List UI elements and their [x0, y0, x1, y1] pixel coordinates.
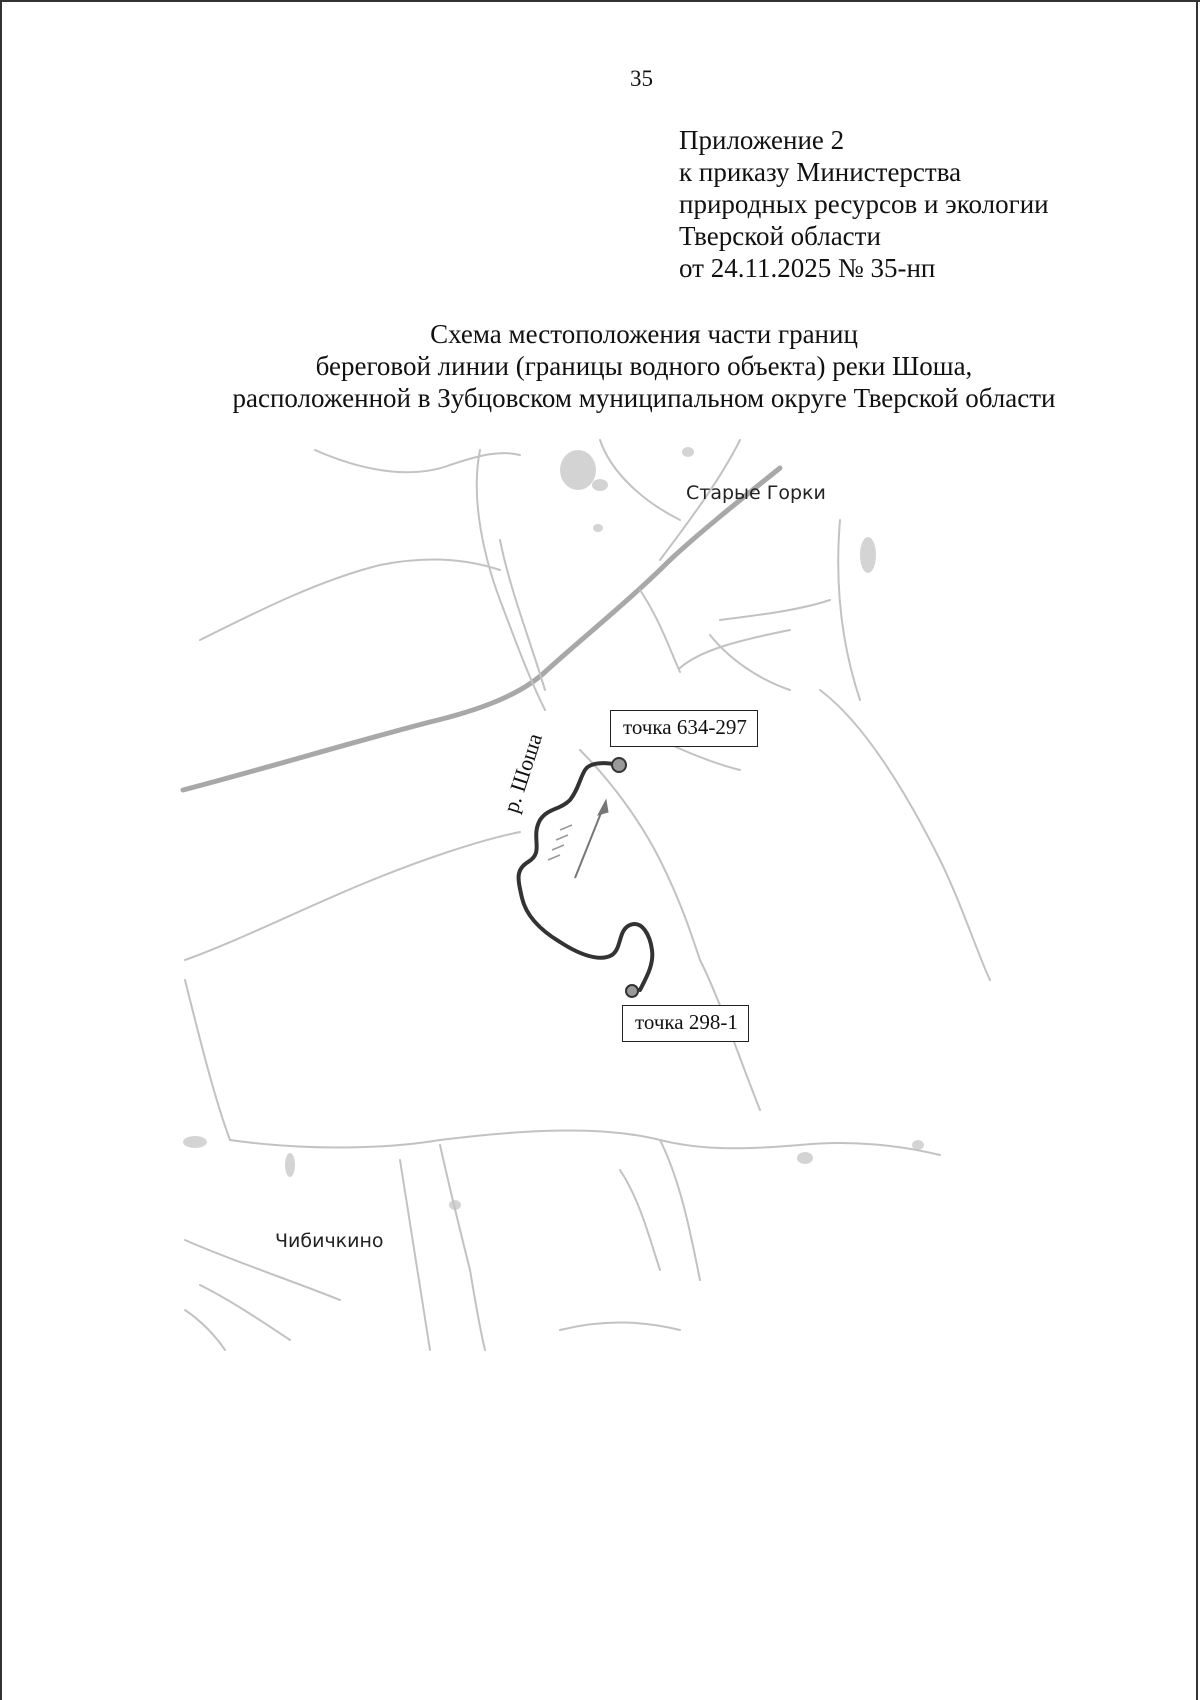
settlement-patch: [183, 1136, 207, 1148]
settlement-patch: [682, 447, 694, 457]
settlement-patch: [860, 537, 876, 573]
river-name-label: р. Шоша: [498, 730, 548, 816]
field-roads: [185, 440, 990, 1350]
page-number: 35: [630, 66, 653, 91]
point-label-start: точка 634-297: [610, 710, 758, 747]
field-road: [580, 750, 700, 960]
settlement-label-chibichkino: Чибичкино: [275, 1230, 384, 1252]
point-634-297-marker: [612, 758, 626, 772]
field-road: [838, 520, 860, 700]
field-road: [820, 690, 990, 980]
river-hatch: [548, 825, 572, 860]
field-road: [200, 560, 500, 640]
appendix-line: к приказу Министерства: [679, 157, 962, 187]
field-road: [640, 590, 680, 672]
field-road: [185, 980, 230, 1140]
appendix-line: природных ресурсов и экологии: [679, 189, 1049, 219]
field-road: [560, 1323, 680, 1331]
title-line: береговой линии (границы водного объекта) реки Шоша,: [315, 351, 973, 381]
settlement-patch: [593, 524, 603, 532]
settlement-patch: [797, 1152, 813, 1164]
point-298-1-marker: [626, 985, 638, 997]
settlement-patch: [560, 450, 596, 490]
appendix-line: Тверской области: [679, 221, 881, 251]
settlement-patch: [592, 479, 608, 491]
appendix-line: от 24.11.2025 № 35-нп: [679, 253, 936, 283]
point-label-end: точка 298-1: [622, 1005, 749, 1042]
field-road: [315, 450, 520, 472]
field-road: [500, 540, 545, 690]
field-road: [710, 635, 790, 690]
title-line: Схема местоположения части границ: [430, 319, 858, 349]
settlement-patches: [183, 447, 924, 1210]
field-road: [400, 1160, 430, 1350]
river-shosha-line: [519, 763, 653, 990]
field-road: [660, 1140, 700, 1280]
title-line: расположенной в Зубцовском муниципальном округе Тверской области: [232, 383, 1056, 413]
field-road: [230, 1131, 800, 1149]
appendix-line: Приложение 2: [679, 125, 845, 155]
field-road: [620, 1170, 660, 1270]
settlement-label-stary-gorki: Старые Горки: [686, 482, 826, 504]
field-road: [185, 1310, 225, 1350]
field-road: [720, 600, 830, 620]
field-road: [185, 832, 520, 960]
field-road: [200, 1285, 290, 1340]
field-road: [680, 630, 790, 668]
field-road: [600, 440, 680, 520]
flow-arrow: [575, 800, 608, 878]
field-road: [440, 1145, 485, 1350]
settlement-patch: [285, 1153, 295, 1177]
